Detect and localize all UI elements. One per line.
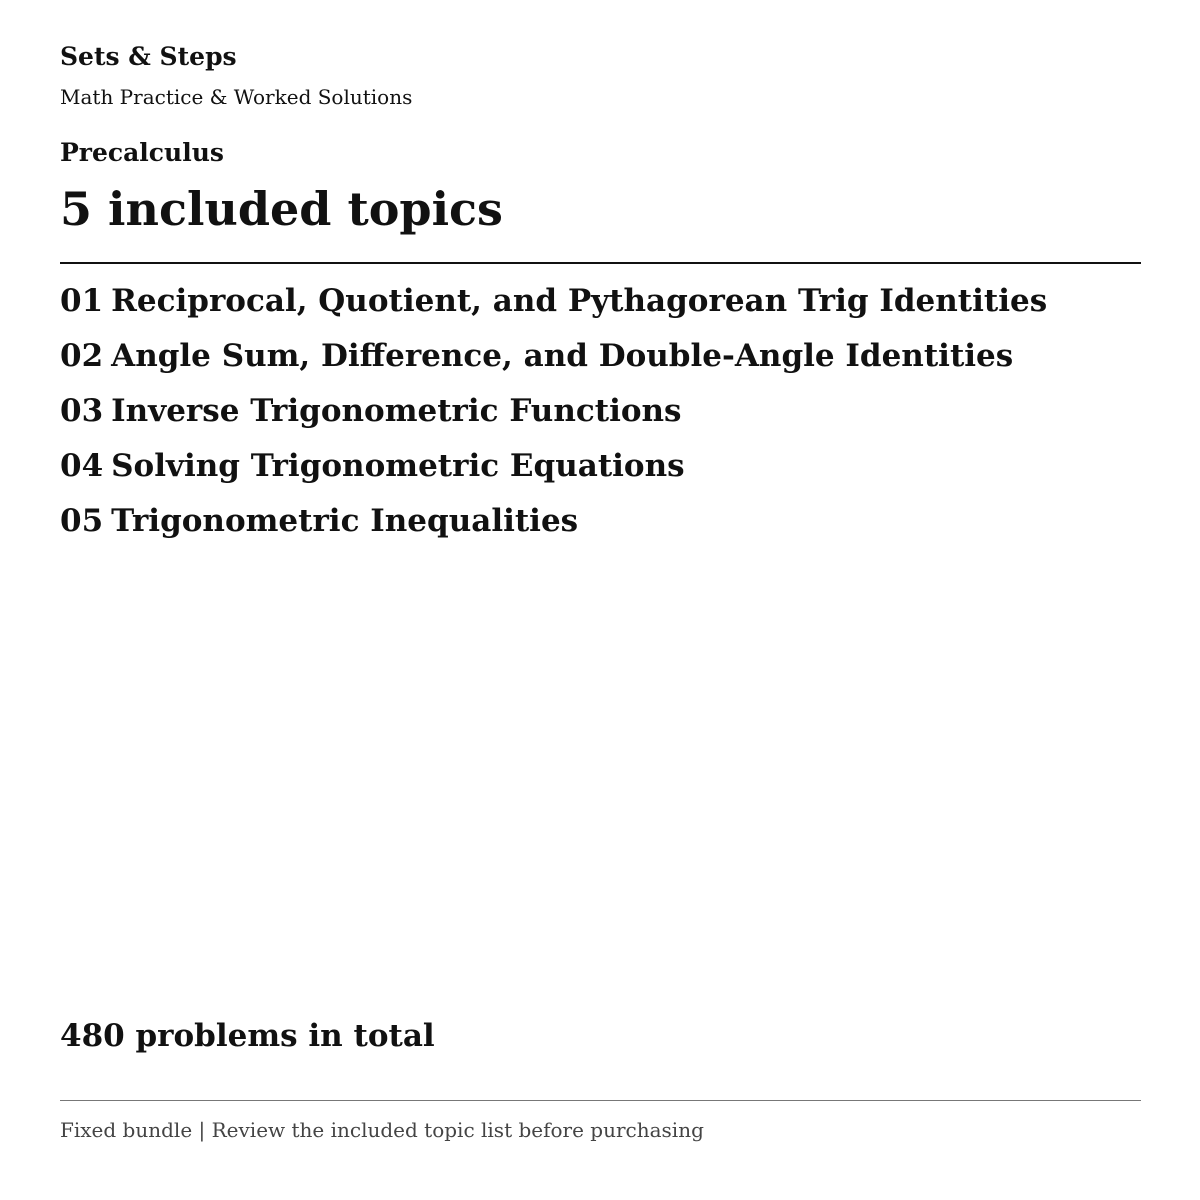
top-divider	[60, 262, 1141, 264]
topic-number: 03	[60, 393, 104, 429]
topic-title: Reciprocal, Quotient, and Pythagorean Trig Identities	[111, 283, 1048, 319]
brand-subtitle: Math Practice & Worked Solutions	[60, 85, 413, 109]
topic-number: 04	[60, 448, 104, 484]
topic-item	[60, 390, 1047, 445]
topic-title: Trigonometric Inequalities	[111, 503, 579, 539]
topic-item	[60, 335, 1047, 390]
total-problems: 480 problems in total	[60, 1018, 435, 1054]
topic-item	[60, 500, 1047, 555]
topic-number: 01	[60, 283, 104, 319]
subject-label: Precalculus	[60, 138, 224, 167]
brand-title: Sets & Steps	[60, 42, 237, 71]
footer-note: Fixed bundle | Review the included topic list before purchasing	[60, 1118, 704, 1142]
topic-title: Angle Sum, Difference, and Double-Angle Identities	[111, 338, 1014, 374]
topics-count-heading: 5 included topics	[60, 182, 503, 236]
topic-list	[60, 280, 1047, 555]
topic-title: Solving Trigonometric Equations	[111, 448, 685, 484]
topic-item	[60, 280, 1047, 335]
topic-number: 02	[60, 338, 104, 374]
topic-title: Inverse Trigonometric Functions	[111, 393, 682, 429]
topic-item	[60, 445, 1047, 500]
topic-number: 05	[60, 503, 104, 539]
bottom-divider	[60, 1100, 1141, 1101]
